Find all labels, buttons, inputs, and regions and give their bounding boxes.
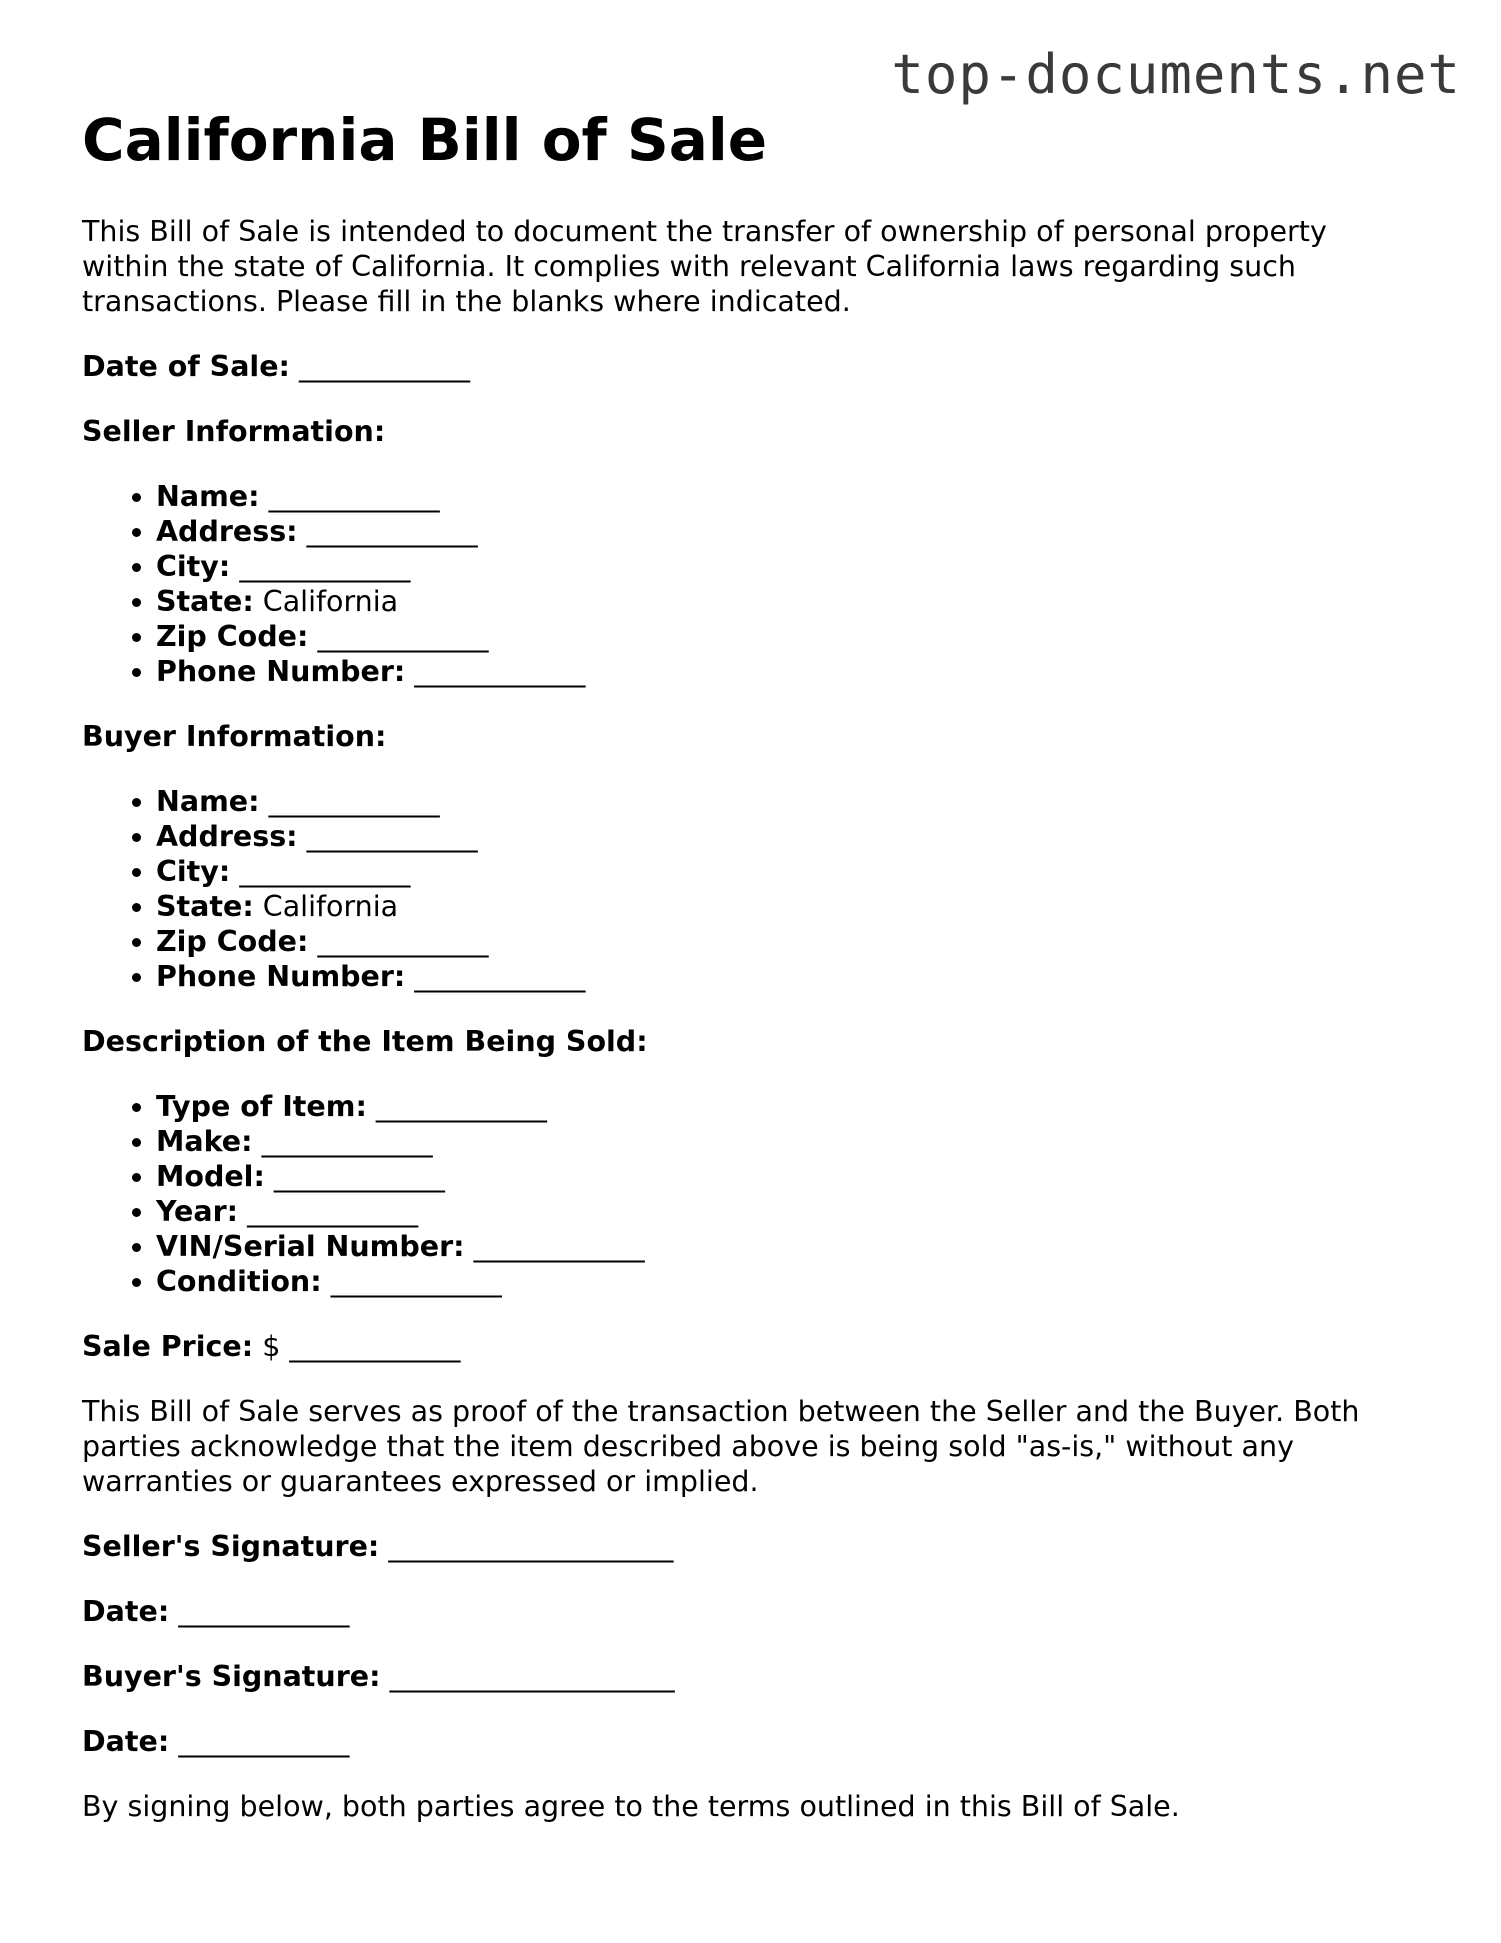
- item-type-blank[interactable]: ____________: [375, 1090, 547, 1123]
- field-label: Zip Code:: [156, 925, 309, 958]
- seller-name-blank[interactable]: ____________: [268, 480, 440, 513]
- list-item: [156, 549, 1422, 584]
- buyer-state-value: California: [262, 890, 399, 923]
- item-year-blank[interactable]: ____________: [247, 1195, 419, 1228]
- field-label: Name:: [156, 785, 260, 818]
- buyer-signature-blank[interactable]: ____________________: [389, 1660, 675, 1693]
- list-item: [156, 1264, 1422, 1299]
- list-item: [156, 1159, 1422, 1194]
- seller-address-blank[interactable]: ____________: [306, 515, 478, 548]
- document-page: [82, 100, 1422, 1824]
- field-label: Address:: [156, 515, 298, 548]
- item-fields-list: [82, 1089, 1422, 1299]
- field-label: Make:: [156, 1125, 253, 1158]
- buyer-date-blank[interactable]: ____________: [178, 1725, 350, 1758]
- list-item: [156, 784, 1422, 819]
- seller-state-value: California: [262, 585, 399, 618]
- seller-section-title: [82, 414, 1422, 449]
- list-item: [156, 514, 1422, 549]
- watermark: top-documents.net: [891, 43, 1461, 106]
- list-item: [156, 1194, 1422, 1229]
- list-item: [156, 1124, 1422, 1159]
- field-label: Type of Item:: [156, 1090, 367, 1123]
- seller-phone-blank[interactable]: ____________: [414, 655, 586, 688]
- buyer-date-line: [82, 1724, 1422, 1759]
- date-of-sale-line: [82, 349, 1422, 384]
- item-model-blank[interactable]: ____________: [273, 1160, 445, 1193]
- item-section-title: [82, 1024, 1422, 1059]
- buyer-signature-label: Buyer's Signature:: [82, 1660, 381, 1693]
- field-label: Phone Number:: [156, 655, 406, 688]
- seller-section-title-text: Seller Information:: [82, 415, 386, 448]
- list-item: [156, 959, 1422, 994]
- field-label: Zip Code:: [156, 620, 309, 653]
- buyer-fields-list: [82, 784, 1422, 994]
- buyer-address-blank[interactable]: ____________: [306, 820, 478, 853]
- list-item: [156, 1229, 1422, 1264]
- buyer-name-blank[interactable]: ____________: [268, 785, 440, 818]
- field-label: VIN/Serial Number:: [156, 1230, 465, 1263]
- list-item: [156, 619, 1422, 654]
- proof-paragraph: This Bill of Sale serves as proof of the transaction between the Seller and the Buyer. Both parties acknowledge that the item described above is being sold "as-is," without any warranties or guarantees expressed or implied.: [82, 1395, 1360, 1498]
- seller-date-blank[interactable]: ____________: [178, 1595, 350, 1628]
- buyer-date-label: Date:: [82, 1725, 170, 1758]
- field-label: Year:: [156, 1195, 239, 1228]
- sale-price-blank[interactable]: $ ____________: [262, 1330, 461, 1363]
- field-label: Address:: [156, 820, 298, 853]
- item-condition-blank[interactable]: ____________: [330, 1265, 502, 1298]
- field-label: Name:: [156, 480, 260, 513]
- field-label: Phone Number:: [156, 960, 406, 993]
- item-vin-blank[interactable]: ____________: [473, 1230, 645, 1263]
- field-label: City:: [156, 855, 231, 888]
- date-of-sale-label: Date of Sale:: [82, 350, 290, 383]
- field-label: State:: [156, 585, 254, 618]
- sale-price-line: [82, 1329, 1422, 1364]
- intro-paragraph: This Bill of Sale is intended to document the transfer of ownership of personal property within the state of California. It complies with relevant California laws regarding such transactions. Please fill in the blanks where indicated.: [82, 215, 1327, 318]
- seller-date-line: [82, 1594, 1422, 1629]
- buyer-section-title-text: Buyer Information:: [82, 720, 387, 753]
- field-label: State:: [156, 890, 254, 923]
- list-item: [156, 584, 1422, 619]
- date-of-sale-blank[interactable]: ____________: [298, 350, 470, 383]
- buyer-phone-blank[interactable]: ____________: [414, 960, 586, 993]
- seller-zip-blank[interactable]: ____________: [317, 620, 489, 653]
- list-item: [156, 889, 1422, 924]
- list-item: [156, 924, 1422, 959]
- closing-paragraph: By signing below, both parties agree to the terms outlined in this Bill of Sale.: [82, 1790, 1180, 1823]
- field-label: Condition:: [156, 1265, 322, 1298]
- field-label: City:: [156, 550, 231, 583]
- buyer-city-blank[interactable]: ____________: [239, 855, 411, 888]
- seller-signature-blank[interactable]: ____________________: [388, 1530, 674, 1563]
- seller-signature-label: Seller's Signature:: [82, 1530, 380, 1563]
- list-item: [156, 854, 1422, 889]
- seller-signature-line: [82, 1529, 1422, 1564]
- seller-date-label: Date:: [82, 1595, 170, 1628]
- item-section-title-text: Description of the Item Being Sold:: [82, 1025, 648, 1058]
- buyer-signature-line: [82, 1659, 1422, 1694]
- list-item: [156, 654, 1422, 689]
- buyer-zip-blank[interactable]: ____________: [317, 925, 489, 958]
- list-item: [156, 1089, 1422, 1124]
- item-make-blank[interactable]: ____________: [261, 1125, 433, 1158]
- document-title: California Bill of Sale: [82, 106, 768, 174]
- list-item: [156, 819, 1422, 854]
- seller-fields-list: [82, 479, 1422, 689]
- list-item: [156, 479, 1422, 514]
- buyer-section-title: [82, 719, 1422, 754]
- sale-price-label: Sale Price:: [82, 1330, 254, 1363]
- field-label: Model:: [156, 1160, 265, 1193]
- seller-city-blank[interactable]: ____________: [239, 550, 411, 583]
